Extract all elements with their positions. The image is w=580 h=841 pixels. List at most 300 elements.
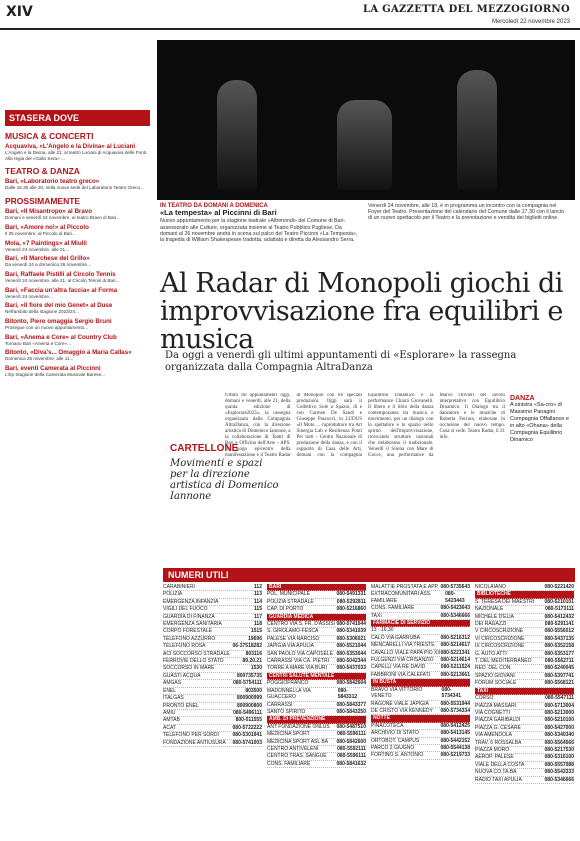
number-value: 080-5219733 xyxy=(440,752,470,759)
number-value: 1530 xyxy=(250,665,262,672)
number-entry xyxy=(475,658,574,665)
number-label: AMGAS xyxy=(163,680,182,687)
number-entry xyxy=(267,606,366,613)
number-label: PALESE VIA NARCISO xyxy=(267,635,320,642)
sidebar-events xyxy=(5,110,150,835)
number-label: VI CIRCOSCRIZIONE xyxy=(475,635,525,642)
sidebar-event-text: Nell'ambito della stagione 2023/24... xyxy=(5,309,79,315)
number-entry xyxy=(267,621,366,628)
number-entry xyxy=(163,732,262,739)
sidebar-event xyxy=(5,271,150,284)
number-entry xyxy=(267,724,366,731)
number-label: DEI RAGAZZI xyxy=(475,621,507,628)
number-entry xyxy=(163,636,262,643)
number-value: 080-5423443 xyxy=(445,591,465,604)
number-value: 080-5543333 xyxy=(544,769,574,776)
number-label: PIAZZA G. CESARE xyxy=(475,724,521,731)
sidebar-content xyxy=(5,131,150,378)
number-entry xyxy=(475,606,574,613)
number-entry xyxy=(267,709,366,716)
number-entry xyxy=(267,651,366,658)
number-entry xyxy=(371,752,470,759)
sidebar-event-title: Bari, «Faccia un'altra faccia» al Forma xyxy=(5,286,118,294)
number-label: CALÒ VIA GARRUBA xyxy=(371,634,420,641)
number-entry xyxy=(475,680,574,687)
number-value: 114 xyxy=(253,598,262,605)
number-value: 080-5217530 xyxy=(544,746,574,753)
number-entry xyxy=(371,605,470,612)
number-value: 080-5423643 xyxy=(440,605,470,612)
number-value: 080-5306021 xyxy=(336,635,366,642)
number-entry xyxy=(371,738,470,745)
number-entry xyxy=(163,614,262,621)
number-label: ANT FONDAZIONE ONLUS xyxy=(267,723,330,730)
number-value: 800900999 xyxy=(236,695,262,702)
number-value: 080-5221420 xyxy=(544,584,574,590)
number-label: CONS. FAMILIARE xyxy=(267,760,311,767)
number-label: PIAZZA MORO xyxy=(475,746,510,753)
number-label: ORTOBOT. CAMPUS xyxy=(371,737,420,744)
number-value: 080-5437135 xyxy=(544,635,574,642)
number-label: CENTRO ANTIVELENI xyxy=(267,745,319,752)
number-label: SOCCORSO IN MARE xyxy=(163,665,215,672)
sidebar-title: STASERA DOVE xyxy=(5,110,150,126)
number-label: BRAVO VIA VITTORIO VENETO xyxy=(371,686,423,700)
number-entry xyxy=(163,658,262,665)
number-label: CAVALLO VIALE PAPA PIO XII xyxy=(371,649,441,656)
number-label: AEROP. PALESE xyxy=(475,754,514,761)
number-label: TELEFONO ROSA xyxy=(163,643,206,650)
number-entry xyxy=(267,753,366,760)
number-entry xyxy=(371,642,470,649)
teaser-text-1: Nuovo appuntamento per la stagione teatrale «Altrimondi» del Comune di Bari- assessorato alle Culture, organizzata insieme al Teatro Pubblico Pugliese. Da domani al 26 novembre andrà in scena sul palco del Teatro Piccinni «La Tempesta», la tragedia di William Shakespeare tradotta, adattata e diretta da Alessandro Serra. xyxy=(160,218,358,244)
number-value: 080-5437033 xyxy=(336,665,366,672)
number-value: 080-5842604 xyxy=(336,680,366,687)
useful-numbers-title: NUMERI UTILI xyxy=(163,568,575,582)
number-value: 080-5562711 xyxy=(544,658,574,665)
number-label: GUASTI ACQUA xyxy=(163,672,201,679)
number-value: 080-5353177 xyxy=(544,650,574,657)
number-label: ACAT xyxy=(163,724,176,731)
number-label: PRONTO ENEL xyxy=(163,702,199,709)
number-entry xyxy=(267,739,366,746)
article-subhead: Da oggi a venerdì gli ultimi appuntamenti di «Esplorare» la rassegna organizzata dalla Compagnia AltraDanza xyxy=(165,350,517,373)
number-entry xyxy=(475,651,574,658)
sidebar-event-title: Bari, Raffaele Pistilli al Circolo Tennis xyxy=(5,270,116,278)
number-value: 080-5427000 xyxy=(544,724,574,731)
number-label: TAXI xyxy=(477,687,489,694)
dancer-figure xyxy=(457,70,497,190)
number-entry xyxy=(475,621,574,628)
number-entry xyxy=(475,710,574,717)
teaser-text-2: Venerdì 24 novembre, alle 18, è in programma un incontro con la compagnia nel Foyer del Teatro. Presentazione del calendario del Comune dalle 17.30 con il lancio di un nuovo spettacolo per il Teatro e la prenotazione e vendita dei biglietti online. xyxy=(368,203,565,222)
number-entry xyxy=(475,740,574,747)
sidebar-event xyxy=(5,349,150,362)
sidebar-event xyxy=(5,365,150,378)
number-entry xyxy=(267,599,366,606)
sidebar-event-text: Venerdì 24 novembre, alle 21, al Circolo Tennis di Bari... xyxy=(5,277,120,283)
number-value: 080-5353044 xyxy=(336,650,366,657)
photo-caption xyxy=(510,395,570,444)
sidebar-event-text: Domani e venerdì 24 novembre, al teatro Bravo di Bari... xyxy=(5,215,120,221)
numbers-section-header xyxy=(267,614,366,621)
number-entry xyxy=(475,673,574,680)
number-label: RAGONE VIALE JAPIGIA xyxy=(371,700,429,707)
number-label: FULGENZI VIA CRISANZIO xyxy=(371,657,434,664)
number-value: 080-5346666 xyxy=(544,776,574,783)
number-label: IX CIRCOSCRIZIONE xyxy=(475,643,525,650)
number-entry xyxy=(163,651,262,658)
number-value: 080-5173111 xyxy=(545,606,574,613)
number-entry xyxy=(475,717,574,724)
number-entry xyxy=(163,665,262,672)
number-value: 080-5754111 xyxy=(233,680,262,687)
number-label: 13 - 16.30 xyxy=(371,627,394,634)
number-value: 080-5713004 xyxy=(544,702,574,709)
number-label: POLIZIA STRADALE xyxy=(267,598,314,605)
number-entry xyxy=(163,695,262,702)
sidebar-event xyxy=(5,143,150,161)
number-value: 080-5340340 xyxy=(544,732,574,739)
number-entry xyxy=(267,665,366,672)
number-label: CAP. DI PORTO xyxy=(267,606,304,613)
number-entry xyxy=(163,725,262,732)
number-value: 803500 xyxy=(245,687,262,694)
rubric-label: CARTELLONE xyxy=(170,443,239,454)
article-kicker: Movimenti e spazi per la direzione artistica di Domenico Iannone xyxy=(170,458,279,502)
number-value: 89.20.21 xyxy=(242,658,262,665)
number-value: 06-37518282 xyxy=(232,643,262,650)
number-value: 080-5352158 xyxy=(544,643,574,650)
caption-text: A sinistra «Sa-cro» di Massimo Panagini Compagnia Offallance e in alto «Ohana» della Compagnia Equilibrio Dinamico xyxy=(510,402,569,443)
dancer-figure xyxy=(337,100,392,190)
sidebar-section-title: PROSSIMAMENTE xyxy=(5,196,81,207)
number-label: CARRASSI xyxy=(267,701,293,708)
number-entry xyxy=(475,769,574,776)
number-value: 080-5734341 xyxy=(441,686,462,700)
number-label: VIALE DELLA COSTA xyxy=(475,761,525,768)
number-label: IN BUSTA xyxy=(373,679,397,686)
number-label: POLIZIA xyxy=(163,591,183,598)
number-entry xyxy=(267,680,366,687)
number-label: AMTAB xyxy=(163,717,180,724)
number-entry xyxy=(163,673,262,680)
number-label: S. TERESA DEI MAESTRI xyxy=(475,598,535,605)
number-label: FERROVIE DELLO STATO xyxy=(163,658,224,665)
number-value: 080-5842600 xyxy=(336,738,366,745)
sidebar-event-title: Bari, «Amore no!» al Piccolo xyxy=(5,223,89,231)
number-entry xyxy=(475,762,574,769)
number-entry xyxy=(371,657,470,664)
sidebar-event-text: Da venerdì 24 a domenica 26 novembre... xyxy=(5,262,91,268)
number-entry xyxy=(267,643,366,650)
sidebar-event-text: L'Angelo e la Divina, alle 21, al teatro Luciani di Acquaviva delle Fonti. Alla regia del «Gallo Sera» ... xyxy=(5,150,148,161)
number-label: CENTRO VIA S. FR. D'ASSISI xyxy=(267,621,335,628)
number-entry xyxy=(267,591,366,598)
number-entry xyxy=(475,599,574,606)
number-label: MEDICINA SPORT ASL BA xyxy=(267,738,329,745)
number-entry xyxy=(163,599,262,606)
number-label: PIAZZA GARIBALDI xyxy=(475,717,521,724)
number-entry xyxy=(163,710,262,717)
number-label: S. GIROLAMO-FESCA xyxy=(267,628,319,635)
numbers-section-header xyxy=(267,584,366,591)
number-label: NUOVA CO.TA.BA xyxy=(475,769,517,776)
number-value: 080-5487510 xyxy=(336,723,366,730)
sidebar-event-title: Bari, «Il Misantropo» al Bravo xyxy=(5,208,92,216)
number-entry xyxy=(163,740,262,747)
sidebar-event xyxy=(5,334,150,347)
masthead xyxy=(0,0,580,30)
number-label: BIBLIOTECHE xyxy=(477,591,511,598)
useful-numbers xyxy=(163,568,575,832)
number-label: CORSO xyxy=(475,695,494,702)
number-entry xyxy=(475,628,574,635)
number-value: 080-5734334 xyxy=(440,707,470,714)
sidebar-event-title: Bari, «Il Marchese del Grillo» xyxy=(5,255,90,263)
number-value: 080-5301941 xyxy=(232,732,262,739)
number-value: 080-5592111 xyxy=(337,745,366,752)
number-entry xyxy=(267,731,366,738)
number-label: PARCO 2 GIUGNO xyxy=(371,744,415,751)
numbers-section-header xyxy=(267,673,366,680)
number-entry xyxy=(371,613,470,620)
number-label: CARABINIERI xyxy=(163,584,195,590)
number-value: 080-5292811 xyxy=(336,598,366,605)
number-label: FORUM SOCIALE xyxy=(475,680,517,687)
number-entry xyxy=(371,591,470,605)
number-entry xyxy=(163,643,262,650)
number-label: EXTRACOMUNITARI ASS. FAMILIARE xyxy=(371,591,432,604)
issue-date: Mercoledì 22 novembre 2023 xyxy=(491,19,570,25)
number-label: CENTRI SALUTE MENTALE xyxy=(269,672,335,679)
number-label: TELEFONO AZZURRO xyxy=(163,635,216,642)
number-label: SAN PAOLO VIA CAPOSELE xyxy=(267,650,334,657)
teaser-kicker: IN TEATRO DA DOMANI A DOMENICA xyxy=(160,203,268,209)
number-value: 080-5210101 xyxy=(544,598,574,605)
number-entry xyxy=(475,584,574,591)
numbers-column xyxy=(163,584,262,829)
number-entry xyxy=(267,702,366,709)
sidebar-event xyxy=(5,287,150,300)
number-entry xyxy=(475,747,574,754)
number-entry xyxy=(163,628,262,635)
number-value: 080-5412425 xyxy=(440,722,470,729)
number-value: 080-5496111 xyxy=(233,709,262,716)
number-value: 080-5221341 xyxy=(440,649,470,656)
number-value: 080-5341039 xyxy=(336,628,366,635)
number-entry xyxy=(475,777,574,784)
sidebar-section-title: TEATRO & DANZA xyxy=(5,166,80,177)
number-label: SANTO SPIRITO xyxy=(267,708,306,715)
number-entry xyxy=(371,672,470,679)
number-entry xyxy=(371,584,470,591)
number-label: ACI SOCCORSO STRADALE xyxy=(163,650,230,657)
number-value: 080-5240045 xyxy=(544,665,574,672)
number-entry xyxy=(267,636,366,643)
number-value: 080-5722222 xyxy=(232,724,262,731)
sidebar-event-title: Bari, «Il fiore del mio Genet» al Duse xyxy=(5,302,113,310)
number-entry xyxy=(163,606,262,613)
number-label: FONDAZIONE ANTIUSURA xyxy=(163,739,226,746)
number-value: 803116 xyxy=(245,650,262,657)
sidebar-event-title: Bitonto, «Diva's... Omaggio a Maria Callas» xyxy=(5,349,132,357)
number-value: 117 xyxy=(253,613,262,620)
number-value: 118 xyxy=(253,621,262,628)
number-label: CONS. FAMILIARE xyxy=(371,605,415,612)
sidebar-event-title: Acquaviva, «L'Angelo e la Divina» al Luciani xyxy=(5,143,136,150)
number-label: AMIU xyxy=(163,709,176,716)
sidebar-event xyxy=(5,224,150,237)
number-value: 080-5596111 xyxy=(337,731,366,738)
number-entry xyxy=(475,695,574,702)
teaser-box xyxy=(160,203,570,271)
number-label: EMERGENZA SANITARIA xyxy=(163,621,222,628)
number-label: TRAV. 6 ROSSALBA xyxy=(475,739,522,746)
number-label: PIAZZA MASSARI xyxy=(475,702,517,709)
number-label: FORTINO S. ANTONIO xyxy=(371,752,424,759)
number-value: 800735735 xyxy=(236,672,262,679)
teaser-title: «La tempesta» al Piccinni di Bari xyxy=(160,208,277,218)
number-value: 19696 xyxy=(248,635,262,642)
numbers-section-header xyxy=(371,679,470,686)
number-value: 080-5216860 xyxy=(336,606,366,613)
number-value: 080-5413145 xyxy=(440,730,470,737)
sidebar-event-title: Bitonto, Piero omaggia Sergio Bruni xyxy=(5,318,112,326)
sidebar-section-title: MUSICA & CONCERTI xyxy=(5,131,94,141)
numbers-column xyxy=(267,584,366,829)
number-entry xyxy=(475,665,574,672)
number-value: 080-5547111 xyxy=(545,695,574,702)
number-value: 080-5568121 xyxy=(544,680,574,687)
sidebar-event-text: Prosegue con un nuovo appuntamento... xyxy=(5,325,89,331)
number-label: EMERGENZA INFANZIA xyxy=(163,598,219,605)
number-entry xyxy=(371,627,470,634)
number-value: 080-5213000 xyxy=(544,709,574,716)
number-entry xyxy=(163,680,262,687)
number-label: ENEL xyxy=(163,687,177,694)
number-entry xyxy=(475,725,574,732)
number-label: ARCHIVIO DI STATO xyxy=(371,730,419,737)
number-value: 080-5211524 xyxy=(440,664,470,671)
number-entry xyxy=(267,746,366,753)
number-value: 800900800 xyxy=(236,702,262,709)
number-label: RADIO TAXI APULIA xyxy=(475,776,522,783)
sidebar-event-text: L'Ep Stagione della Camerata Musicale Barese... xyxy=(5,372,105,378)
article-headline: Al Radar di Monopoli giochi di improvvisazione fra equilibri e musica xyxy=(160,268,563,355)
number-entry xyxy=(371,687,470,701)
sidebar-event-text: Domenica 26 novembre, alle 11... xyxy=(5,356,74,362)
numbers-section-header xyxy=(267,716,366,723)
numbers-column xyxy=(371,584,470,829)
number-label: BARI xyxy=(269,584,282,590)
number-value: 080-5557088 xyxy=(544,761,574,768)
number-label: MENCARELLI VIA TRIESTE xyxy=(371,642,435,649)
sidebar-event xyxy=(5,318,150,331)
number-label: FARMACIE DI SERVIZIO xyxy=(373,620,431,627)
number-entry xyxy=(371,708,470,715)
number-entry xyxy=(371,664,470,671)
number-value: 080-5596111 xyxy=(337,753,366,760)
number-label: NAZIONALE xyxy=(475,606,504,613)
sidebar-event-title: Bari, eventi Camerata al Piccinni xyxy=(5,365,101,373)
number-value: 080-5346666 xyxy=(440,612,470,619)
number-label: VIA AMENDOLA xyxy=(475,732,512,739)
number-label: PINACOTECA xyxy=(371,722,404,729)
number-entry xyxy=(475,614,574,621)
number-value: 112 xyxy=(253,584,262,590)
number-label: NICOLAIANO xyxy=(475,584,506,590)
number-entry xyxy=(371,635,470,642)
number-label: TELEFONO PER SORDI xyxy=(163,732,219,739)
number-value: 113 xyxy=(253,591,262,598)
number-label: TAXI xyxy=(371,612,382,619)
number-value: 080-5213661 xyxy=(440,671,470,678)
number-entry xyxy=(475,636,574,643)
number-value: 080-5564566 xyxy=(544,739,574,746)
sidebar-event xyxy=(5,302,150,315)
sidebar-event-text: Il 25 novembre, al Piccolo di Bari... xyxy=(5,230,76,236)
number-label: NOTTE xyxy=(373,715,390,722)
number-value: 080-5741044 xyxy=(336,621,366,628)
dance-photo xyxy=(157,40,575,200)
number-label: MICHELE D'ELIA xyxy=(475,613,515,620)
numbers-section-header xyxy=(475,688,574,695)
number-label: MALATTIE PROSTATA E APP. xyxy=(371,584,439,590)
sidebar-event xyxy=(5,178,150,191)
number-entry xyxy=(163,584,262,591)
number-label: CAPELLI VIA RE DAVID xyxy=(371,664,426,671)
sidebar-event-text: Dalle 16.30 alle 20, nella nuova sede del Laboratorio Teatro Greco... xyxy=(5,185,144,191)
number-value: 080-5531944 xyxy=(440,700,470,707)
sidebar-event-text: Tornano Bari «Anema e Core»... xyxy=(5,340,71,346)
number-value: 080-5843312 xyxy=(337,687,358,701)
number-value: 080-5214617 xyxy=(440,642,470,649)
number-label: POGGIOFRANCO xyxy=(267,680,309,687)
number-entry xyxy=(163,703,262,710)
number-value: 080-5291141 xyxy=(544,621,574,628)
number-label: MEDICINA SPORT xyxy=(267,731,310,738)
number-entry xyxy=(163,717,262,724)
number-value: 080-5556012 xyxy=(544,628,574,635)
number-entry xyxy=(267,688,366,702)
number-label: V CIRCOSCRIZIONE xyxy=(475,628,524,635)
number-label: GUARDIA MEDICA xyxy=(269,613,314,620)
sidebar-event xyxy=(5,255,150,268)
number-value: 080-5491331 xyxy=(336,591,366,598)
number-value: 1515 xyxy=(250,628,262,635)
sidebar-event-title: Mola, «7 Paintings» al Miulli xyxy=(5,239,87,247)
number-entry xyxy=(475,643,574,650)
number-label: RED. DEL CON. xyxy=(475,665,512,672)
numbers-column xyxy=(475,584,574,829)
number-value: 080-5412432 xyxy=(544,613,574,620)
teaser-col-1 xyxy=(160,203,360,243)
numbers-section-header xyxy=(475,591,574,598)
sidebar-event-title: Bari, «Laboratorio teatro greco» xyxy=(5,178,100,186)
number-entry xyxy=(371,723,470,730)
number-value: 080-5210100 xyxy=(544,717,574,724)
newspaper-name: LA GAZZETTA DEL MEZZOGIORNO xyxy=(362,4,570,15)
numbers-section-header xyxy=(371,620,470,627)
number-label: AMB. DI PREVENZIONE xyxy=(269,716,326,723)
number-value: 080-5843250 xyxy=(336,708,366,715)
number-value: 080-5843377 xyxy=(336,701,366,708)
sidebar-event-text: Venerdì 24 novembre, alle 21... xyxy=(5,246,69,252)
article-body: Ultimi tre appuntamenti oggi, domani e venerdì, alle 21, della quinta edizione di «Esplorare2023», la rassegna organizzata dalla Compagnia AltraDanza, con la direzione artistica di Domenico Iannone, a la collaborazione di Teatri di Bari e Officina dell'Arte - APS. Il luogo epicentro della manifestazione è il Teatro Radar di Monopoli con tre speciali produzioni. Oggi sarà il Collettivo Sole a Spazio, di e con Carmen De Sandi e Giuseppe Pascucci, in LUDUS «Il Moto ... coproduttore tra Art Sinergia Lab e Resilienza Ponti Per tutti - Centro Nazionale di produzione della danza, e con il supporto di Casa delle Arti, domani con la compagnia Equilibrio Dinamico e la performance Chiara Giovanelli. Il libero e il libro della danza contemporanea tra musica e movimento, per un dialogo con lo spettatore e lo spazio nello spirito dell'improvvisazione, ricercando strutture razionali che rielaborano il tradizionale. Venerdì il Sirena con Mare di Gocce, una performance da Marco Olivieri del lavoro interpretativo con Equilibrio Dinamico. Il Dialogo tra il danzatore e le musiche di Roberta Ferrara, elaborate in occasione del nuovo tempo. Cosa si vede. Teatro Radar, il 21 info. xyxy=(225,393,505,458)
number-value: 080-5442152 xyxy=(440,737,470,744)
number-label: JAPIGIA VIA APULIA xyxy=(267,643,314,650)
